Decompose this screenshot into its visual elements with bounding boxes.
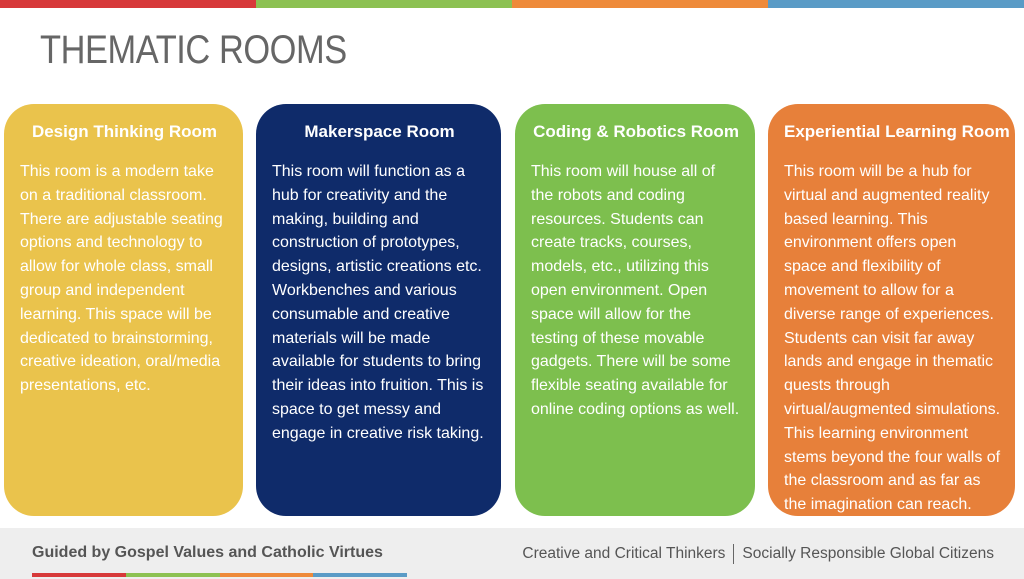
footer-tagline (522, 544, 994, 564)
footer-divider (733, 544, 734, 564)
top-bar-orange (512, 0, 768, 8)
footer-bar-red (32, 573, 126, 577)
top-bar-red (0, 0, 256, 8)
footer-bar-blue (313, 573, 407, 577)
card-experiential-learning (768, 104, 1015, 516)
top-bar-blue (768, 0, 1024, 8)
top-bar-green (256, 0, 512, 8)
top-color-bar (0, 0, 1024, 8)
footer-color-bar (32, 573, 407, 577)
card-body: This room will function as a hub for creativity and the making, building and construction of prototypes, designs, artistic creations etc. Workbenches and various consumable and creative materials will be made available for students to bring their ideas into fruition. This is space to get messy and engage in creative risk taking. (272, 163, 484, 442)
footer-motto: Guided by Gospel Values and Catholic Virtues (32, 544, 383, 561)
card-design-thinking (4, 104, 243, 516)
footer-bar-green (126, 573, 220, 577)
card-title: Coding & Robotics Room (533, 122, 739, 141)
card-makerspace (256, 104, 501, 516)
card-body: This room is a modern take on a traditional classroom. There are adjustable seating options and technology to allow for whole class, small group and independent learning. This space will be dedicated to brainstorming, creative ideation, oral/media presentations, etc. (20, 163, 223, 395)
card-body: This room will house all of the robots and coding resources. Students can create tracks, courses, models, etc., utilizing this open environment. Open space will allow for the testing of these movable gadgets. There will be some flexible seating available for online coding options as well. (531, 163, 740, 418)
card-title: Experiential Learning Room (784, 122, 1010, 141)
footer-tagline-2: Socially Responsible Global Citizens (742, 545, 994, 562)
page-title: THEMATIC ROOMS (40, 28, 347, 72)
card-coding-robotics (515, 104, 755, 516)
card-title: Makerspace Room (304, 122, 455, 141)
card-body: This room will be a hub for virtual and augmented reality based learning. This environment offers open space and flexibility of movement to allow for a diverse range of experiences. Students can visit far away lands and engage in thematic quests through virtual/augmented simulations. This learning environment stems beyond the four walls of the classroom and as far as the imagination can reach. (784, 163, 1001, 514)
card-title: Design Thinking Room (31, 122, 218, 141)
footer-bar-orange (220, 573, 314, 577)
footer-tagline-1: Creative and Critical Thinkers (522, 545, 726, 562)
